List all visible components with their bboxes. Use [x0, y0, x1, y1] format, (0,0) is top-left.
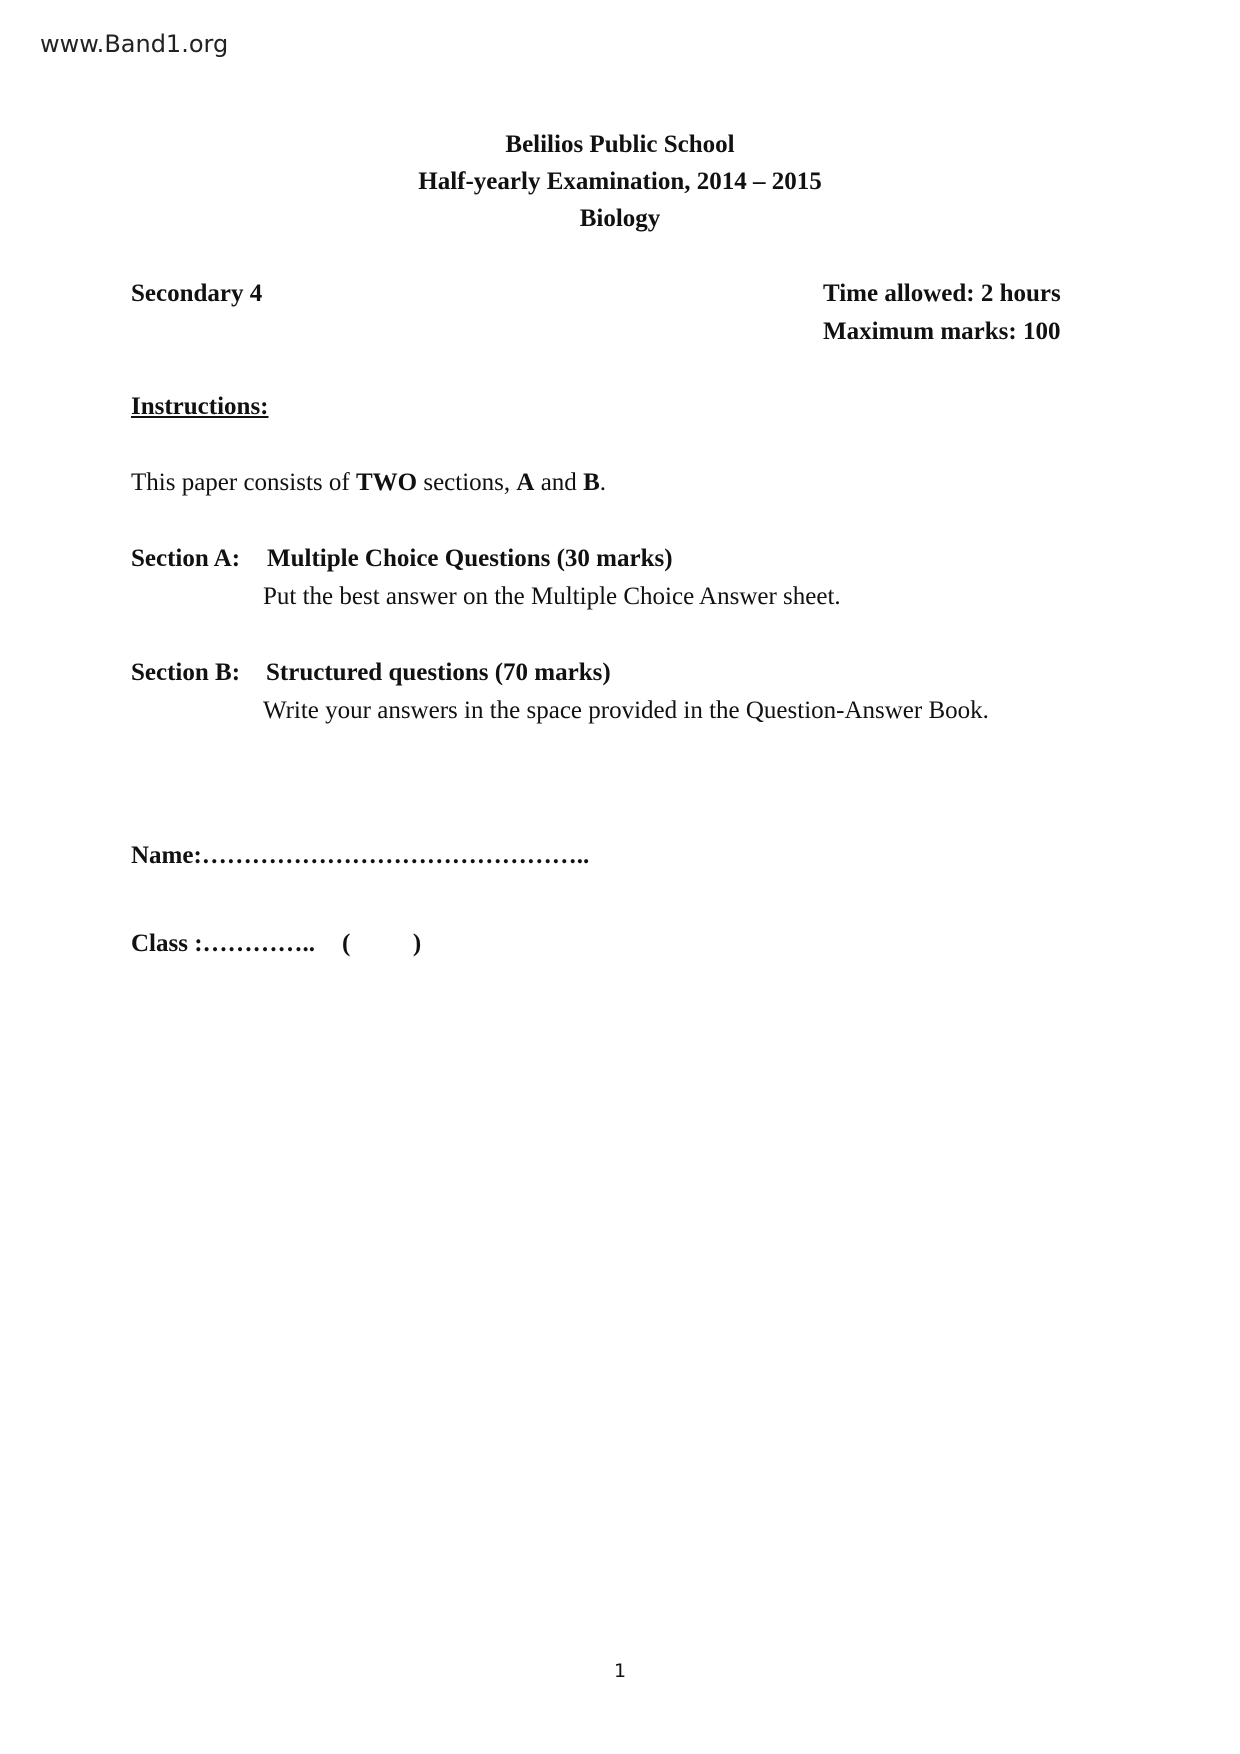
section-b-label: Section B: — [131, 659, 241, 686]
name-field: Name:……………………………………….. — [131, 842, 590, 869]
maximum-marks: Maximum marks: 100 — [823, 318, 1061, 345]
instructions-intro — [131, 469, 606, 497]
section-a-title: Multiple Choice Questions (30 marks) — [267, 545, 673, 572]
exam-header — [0, 126, 1240, 237]
page-number: 1 — [613, 1660, 627, 1682]
time-allowed: Time allowed: 2 hours — [823, 280, 1061, 307]
intro-bold-a: A — [516, 469, 535, 496]
subject-name: Biology — [579, 205, 661, 232]
intro-text-2: sections, — [417, 469, 517, 496]
section-b-title: Structured questions (70 marks) — [266, 659, 611, 686]
exam-title: Half-yearly Examination, 2014 – 2015 — [418, 168, 822, 195]
section-a-label: Section A: — [131, 545, 241, 572]
section-a-note: Put the best answer on the Multiple Choice Answer sheet. — [263, 583, 841, 610]
intro-bold-two: TWO — [355, 469, 418, 496]
intro-text-3: and — [534, 469, 584, 496]
school-name: Belilios Public School — [505, 131, 735, 158]
intro-text-1: This paper consists of — [131, 469, 356, 496]
class-number-field: ( ) — [342, 930, 422, 957]
level-label: Secondary 4 — [131, 280, 263, 307]
instructions-heading: Instructions: — [131, 393, 269, 420]
section-b-note: Write your answers in the space provided in the Question-Answer Book. — [263, 697, 989, 724]
intro-text-4: . — [599, 469, 606, 496]
intro-bold-b: B — [583, 469, 600, 496]
class-field: Class :………….. — [131, 930, 316, 957]
watermark: www.Band1.org — [40, 30, 229, 58]
